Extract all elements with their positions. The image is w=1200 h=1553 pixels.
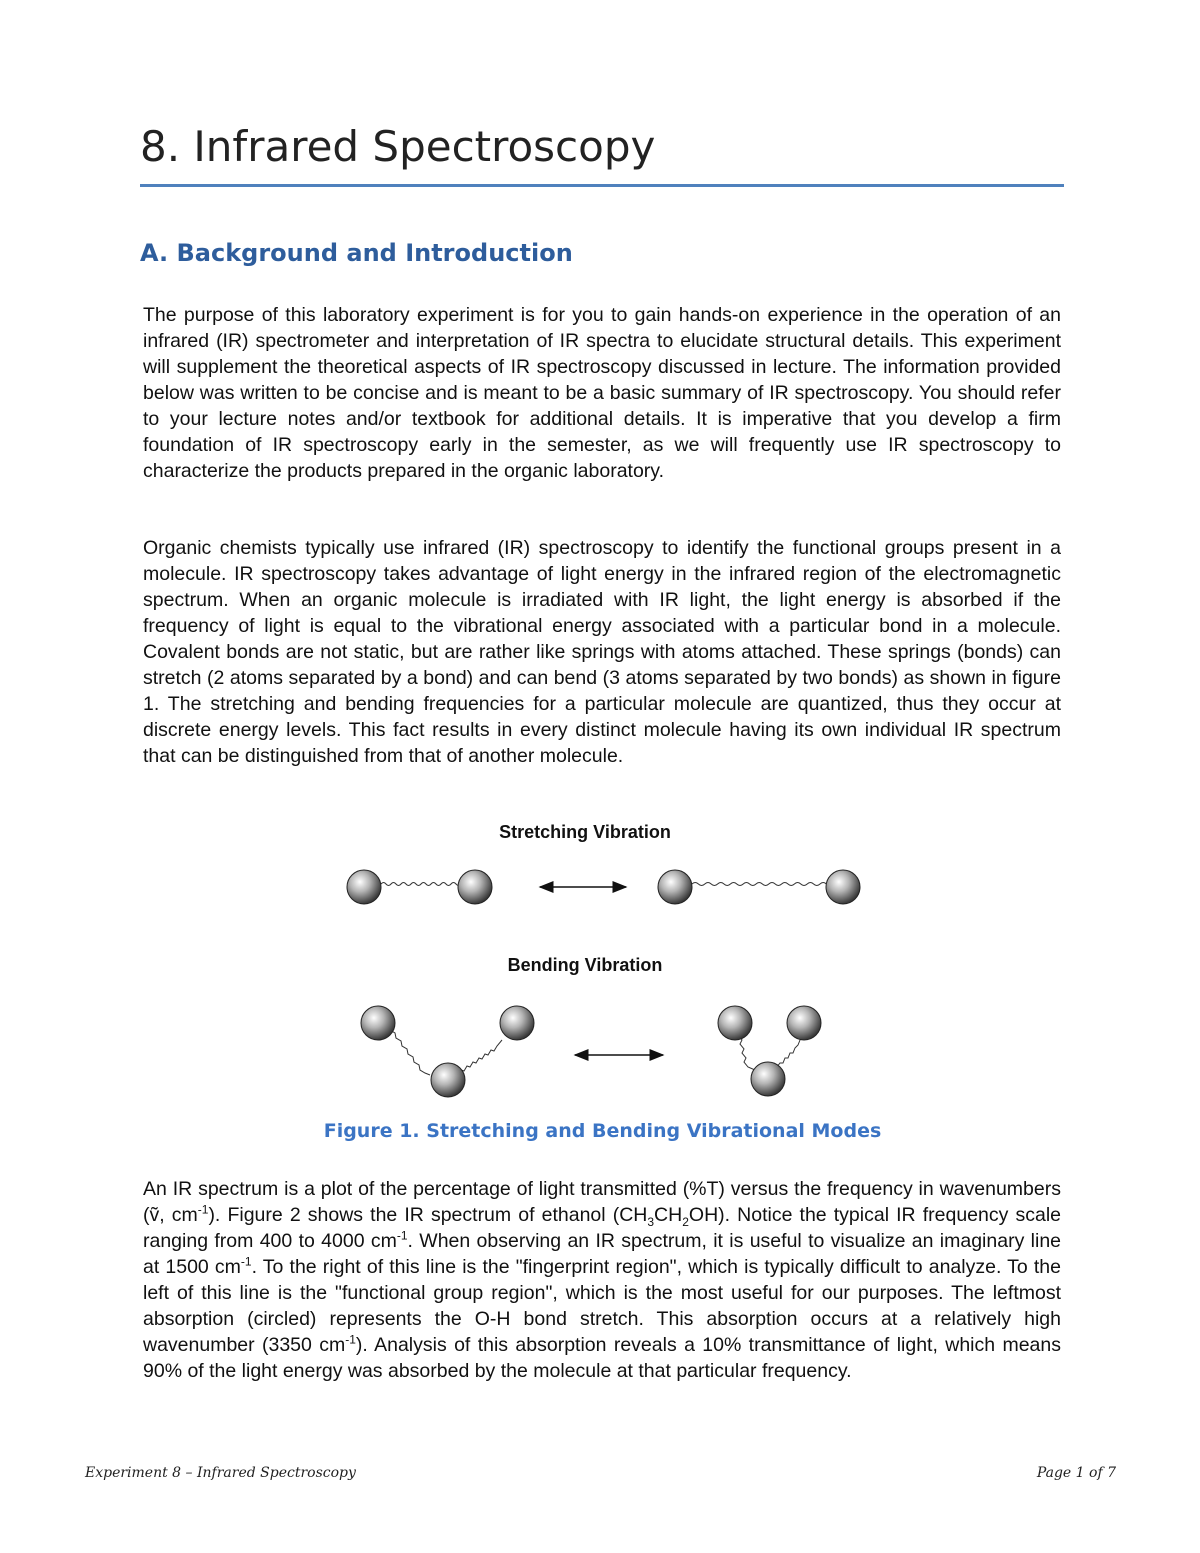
atom-sphere (787, 1006, 821, 1040)
atom-sphere (718, 1006, 752, 1040)
atom-sphere (500, 1006, 534, 1040)
atom-sphere (431, 1063, 465, 1097)
vibration-modes-figure (330, 855, 870, 1105)
bend-spring-left (738, 1035, 755, 1070)
atom-sphere (826, 870, 860, 904)
atom-sphere (751, 1062, 785, 1096)
ir-overview-paragraph: Organic chemists typically use infrared (IR) spectroscopy to identify the functional groups present in a molecule. IR spectroscopy takes advantage of light energy in the infrared region of the electromagnetic spectrum. When an organic molecule is irradiated with IR light, the light energy is absorbed if the frequency of light is equal to the vibrational energy associated with a particular bond in a molecule. Covalent bonds are not static, but are rather like springs with atoms attached. These springs (bonds) can stretch (2 atoms separated by a bond) and can bend (3 atoms separated by two bonds) as shown in figure 1. The stretching and bending frequencies for a particular molecule are quantized, thus they occur at discrete energy levels. This fact results in every distinct molecule having its own individual IR spectrum that can be distinguished from that of another molecule. (143, 537, 1061, 767)
intro-paragraph: The purpose of this laboratory experiment is for you to gain hands-on experience in the operation of an infrared (IR) spectrometer and interpretation of IR spectra to elucidate structural details. This experiment will supplement the theoretical aspects of IR spectroscopy discussed in lecture. The information provided below was written to be concise and is meant to be a basic summary of IR spectroscopy. You should refer to your lecture notes and/or textbook for additional details. It is imperative that you develop a firm foundation of IR spectroscopy early in the semester, as we will frequently use IR spectroscopy to characterize the products prepared in the organic laboratory. (143, 304, 1061, 482)
section-heading: A. Background and Introduction (140, 239, 573, 267)
stretching-vibration-label: Stretching Vibration (499, 822, 671, 842)
figure-caption: Figure 1. Stretching and Bending Vibrational Modes (323, 1120, 882, 1142)
ir-spectrum-paragraph: An IR spectrum is a plot of the percentage of light transmitted (%T) versus the frequency in wavenumbers (ṽ, $cm^{-1}$). Figure 2 shows the IR spectrum of ethanol $(CH_3CH_2OH)$. Notice the typical IR frequency scale ranging from 400 to 4000 $cm^{-1}$. When observing an IR spectrum, it is useful to visualize an imaginary line at 1500 $cm^{-1}$. To the right of this line is the "fingerprint region", which is typically difficult to analyze. To the left of this line is the "functional group region", which is the most useful for our purposes. The leftmost absorption (circled) represents the O-H bond stretch. This absorption occurs at a relatively high wavenumber (3350 $cm^{-1}$). Analysis of this absorption reveals a 10% transmittance of light, which means 90% of the light energy was absorbed by the molecule at that particular frequency. (143, 1178, 1062, 1382)
bend-spring-left (390, 1030, 430, 1075)
atom-sphere (347, 870, 381, 904)
footer-experiment-title: Experiment 8 – Infrared Spectroscopy (85, 1465, 356, 1481)
stretch-spring-extended (692, 883, 833, 886)
atom-sphere (658, 870, 692, 904)
title-divider (140, 184, 1064, 187)
bending-vibration-label: Bending Vibration (507, 955, 663, 975)
document-title: 8. Infrared Spectroscopy (140, 122, 656, 171)
footer-page-number: Page 1 of 7 (1036, 1465, 1116, 1481)
bend-spring-right (776, 1040, 800, 1068)
atom-sphere (458, 870, 492, 904)
bend-spring-right (456, 1040, 502, 1075)
atom-sphere (361, 1006, 395, 1040)
